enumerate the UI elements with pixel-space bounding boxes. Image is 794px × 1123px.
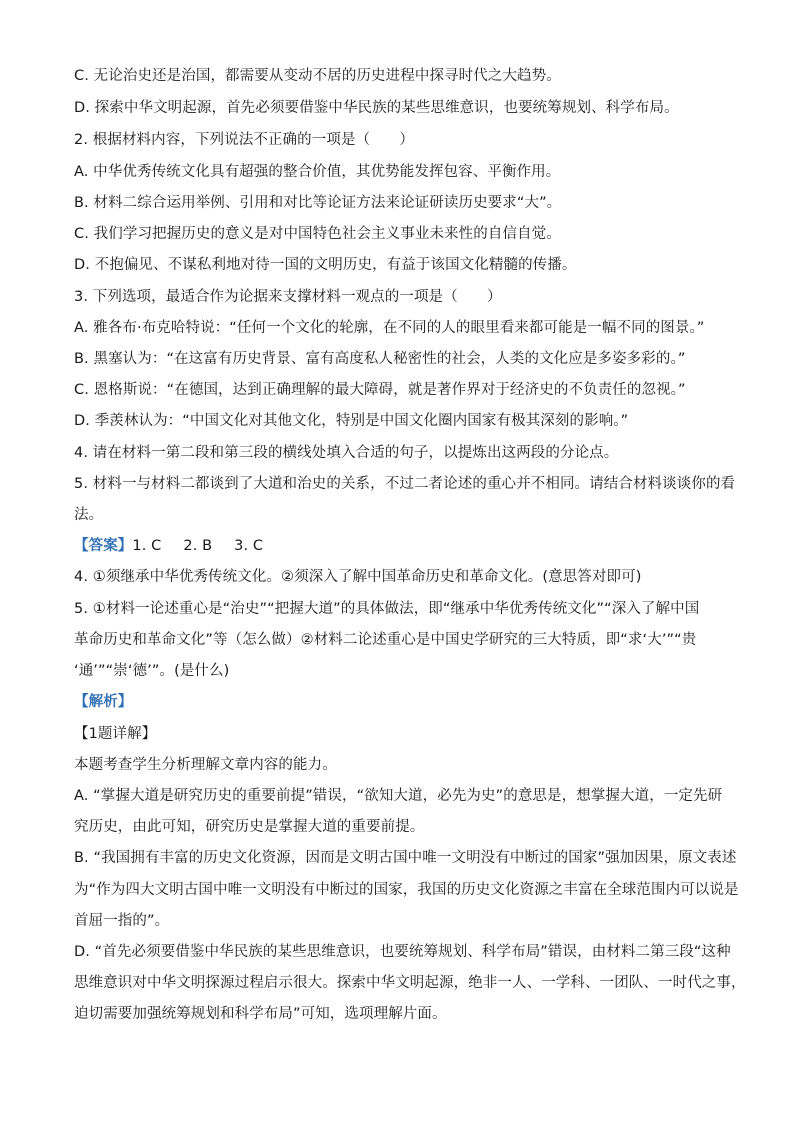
answer-2: 2. B bbox=[183, 538, 213, 554]
analysis-b-line1: B. “我国拥有丰富的历史文化资源，因而是文明古国中唯一文明没有中断过的国家”强加因果，原文表述 bbox=[74, 850, 737, 866]
answer-1: 1. C bbox=[132, 538, 162, 554]
q1-option-c: C. 无论治史还是治国，都需要从变动不居的历史进程中探寻时代之大趋势。 bbox=[74, 68, 561, 84]
q2-stem: 2. 根据材料内容，下列说法不正确的一项是（ ） bbox=[74, 132, 414, 148]
q3-stem: 3. 下列选项，最适合作为论据来支撑材料一观点的一项是（ ） bbox=[74, 289, 502, 305]
q1-analysis-heading: 【1题详解】 bbox=[74, 726, 157, 742]
q1-option-d: D. 探索中华文明起源，首先必须要借鉴中华民族的某些思维意识，也要统筹规划、科学布局。 bbox=[74, 100, 679, 116]
analysis-intro: 本题考查学生分析理解文章内容的能力。 bbox=[74, 757, 337, 773]
analysis-b-line2: 为“作为四大文明古国中唯一文明没有中断过的国家，我国的历史文化资源之丰富在全球范围内可以说是 bbox=[74, 882, 739, 898]
answer-summary bbox=[74, 536, 285, 556]
analysis-d-line3: 迫切需要加强统筹规划和科学布局”可知，选项理解片面。 bbox=[74, 1006, 447, 1022]
answer-5-line3: ‘通’”“崇‘德’”。(是什么) bbox=[74, 663, 230, 679]
q5-stem-line1: 5. 材料一与材料二都谈到了大道和治史的关系，不过二者论述的重心并不相同。请结合材料谈谈你的看 bbox=[74, 476, 736, 492]
answer-3: 3. C bbox=[234, 538, 264, 554]
answer-5-line1: 5. ①材料一论述重心是“治史”“把握大道”的具体做法，即“继承中华优秀传统文化”“深入了解中国 bbox=[74, 601, 700, 617]
q2-option-a: A. 中华优秀传统文化具有超强的整合价值，其优势能发挥包容、平衡作用。 bbox=[74, 164, 561, 180]
q2-option-d: D. 不抱偏见、不谋私利地对待一国的文明历史，有益于该国文化精髓的传播。 bbox=[74, 257, 577, 273]
analysis-tag: 【解析】 bbox=[74, 694, 133, 710]
answer-tag: 【答案】 bbox=[74, 538, 133, 554]
q3-option-b: B. 黑塞认为：“在这富有历史背景、富有高度私人秘密性的社会，人类的文化应是多姿多彩的。” bbox=[74, 351, 686, 367]
analysis-d-line2: 思维意识对中华文明探源过程启示很大。探索中华文明起源，绝非一人、一学科、一团队、一时代之事， bbox=[74, 975, 746, 991]
answer-4: 4. ①须继承中华优秀传统文化。②须深入了解中国革命历史和革命文化。(意思答对即可) bbox=[74, 569, 642, 585]
answer-5-line2: 革命历史和革命文化”等（怎么做）②材料二论述重心是中国史学研究的三大特质，即“求‘大’”“贵 bbox=[74, 632, 697, 648]
q2-option-c: C. 我们学习把握历史的意义是对中国特色社会主义事业未来性的自信自觉。 bbox=[74, 226, 561, 242]
q5-stem-line2: 法。 bbox=[74, 507, 104, 523]
q3-option-d: D. 季羡林认为：“中国文化对其他文化，特别是中国文化圈内国家有极其深刻的影响。” bbox=[74, 413, 629, 429]
analysis-a-line2: 究历史，由此可知，研究历史是掌握大道的重要前提。 bbox=[74, 819, 425, 835]
q3-option-c: C. 恩格斯说：“在德国，达到正确理解的最大障碍，就是著作界对于经济史的不负责任的忽视。” bbox=[74, 382, 686, 398]
q4-stem: 4. 请在材料一第二段和第三段的横线处填入合适的句子，以提炼出这两段的分论点。 bbox=[74, 445, 619, 461]
q3-option-a: A. 雅各布·布克哈特说：“任何一个文化的轮廓，在不同的人的眼里看来都可能是一幅不同的图景。” bbox=[74, 320, 705, 336]
q2-option-b: B. 材料二综合运用举例、引用和对比等论证方法来论证研读历史要求“大”。 bbox=[74, 195, 562, 211]
analysis-a-line1: A. “掌握大道是研究历史的重要前提”错误，“欲知大道，必先为史”的意思是，想掌握大道，一定先研 bbox=[74, 788, 723, 804]
answer-choices bbox=[132, 536, 285, 556]
analysis-d-line1: D. “首先必须要借鉴中华民族的某些思维意识，也要统筹规划、科学布局”错误，由材料二第三段“这种 bbox=[74, 944, 731, 960]
analysis-b-line3: 首屈一指的”。 bbox=[74, 913, 170, 929]
